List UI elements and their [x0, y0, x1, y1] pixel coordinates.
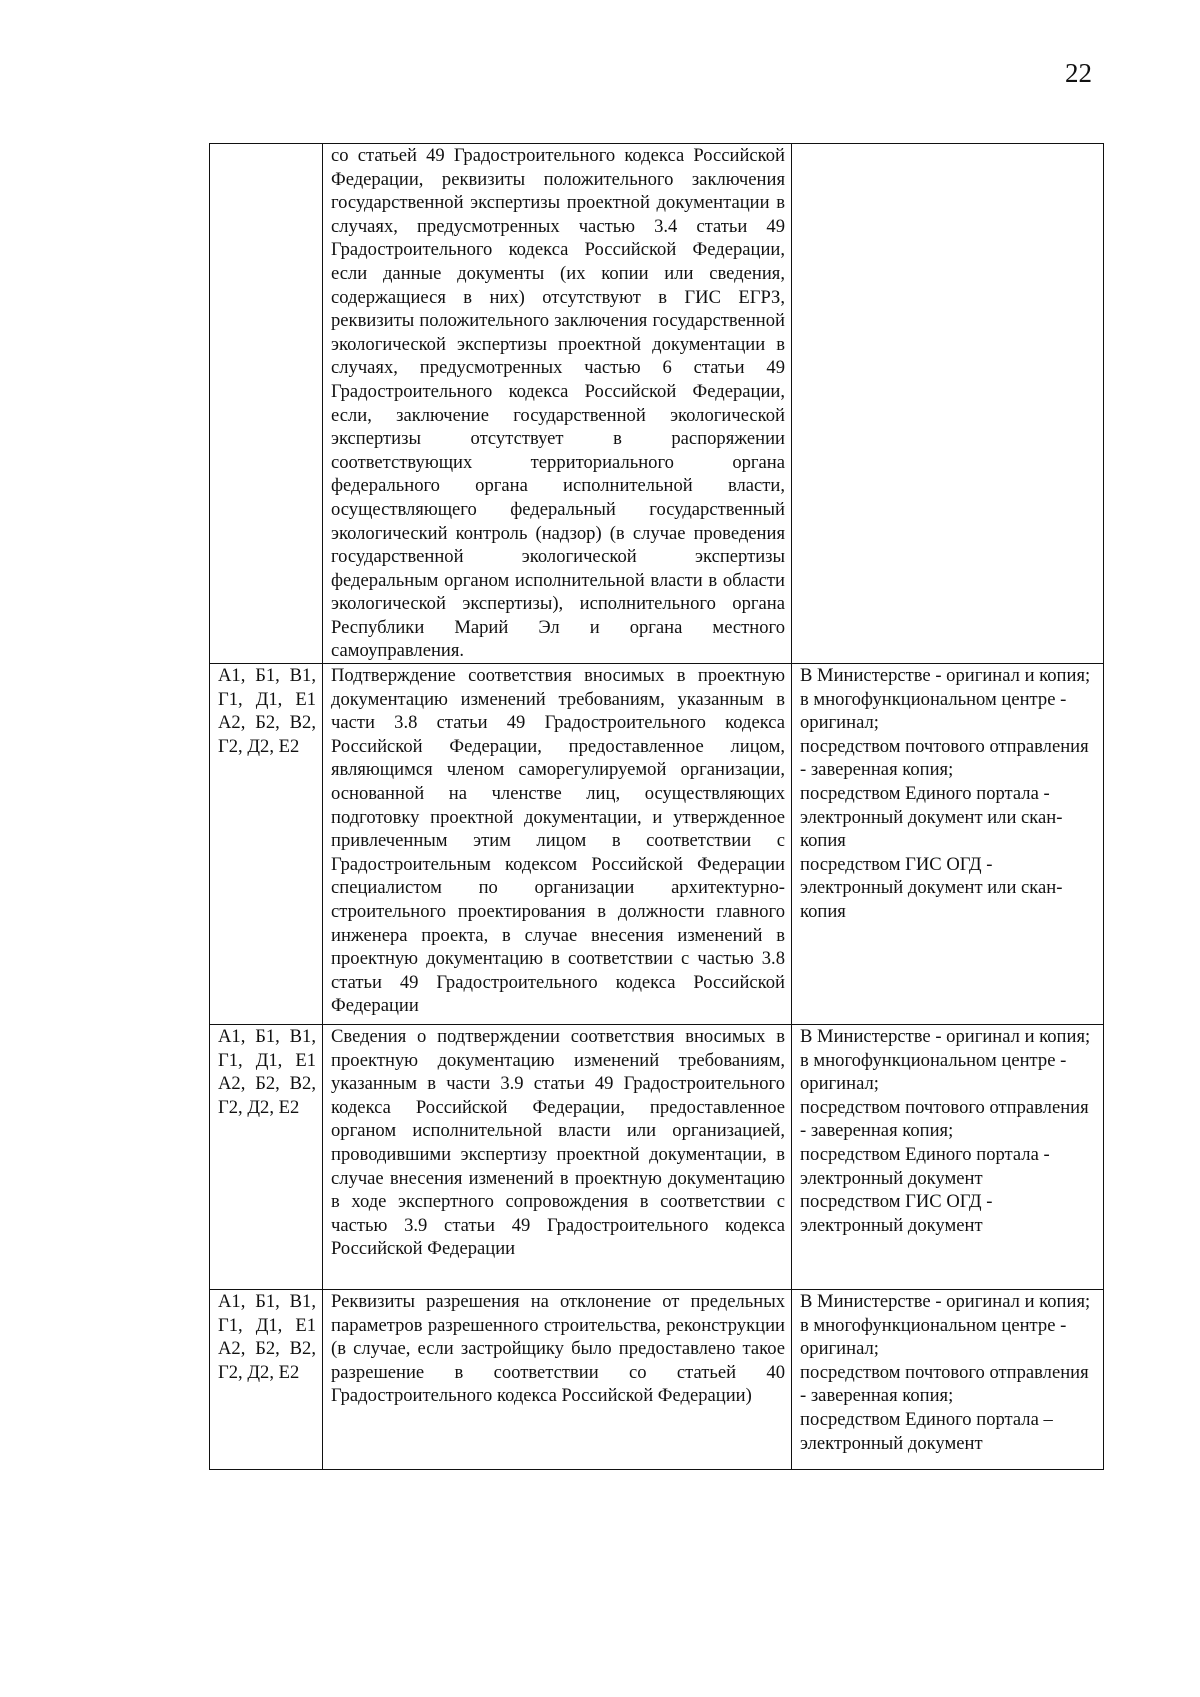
submission-line: посредством почтового отправления - заверенная копия; — [800, 1361, 1089, 1407]
submission-line: в многофункциональном центре - оригинал; — [800, 1314, 1067, 1360]
submission-line: В Министерстве - оригинал и копия; — [800, 665, 1091, 687]
page-number: 22 — [1065, 58, 1092, 88]
submission-line: посредством почтового отправления - заверенная копия; — [800, 735, 1089, 781]
document-requirement-cell: Сведения о подтверждении соответствия вносимых в проектную документацию изменений требованиям, указанным в части 3.9 статьи 49 Градостроительного кодекса Российской Федерации, предоставленное органом исполнительной власти или организацией, проводившими экспертизу проектной документации, в случае внесения изменений в проектную документацию в ходе экспертного сопровождения в соответствии с частью 3.9 статьи 49 Градостроительного кодекса Российской Федерации — [323, 1025, 792, 1290]
documents-table — [209, 143, 1104, 1470]
submission-method-cell — [792, 1025, 1104, 1290]
table-row — [210, 1025, 1104, 1290]
applicant-codes-cell: А1, Б1, В1, Г1, Д1, Е1 А2, Б2, В2, Г2, Д2, Е2 — [210, 1025, 323, 1290]
submission-line: посредством почтового отправления - заверенная копия; — [800, 1096, 1089, 1142]
document-requirement-cell: Реквизиты разрешения на отклонение от предельных параметров разрешенного строительства, реконструкции (в случае, если застройщику было предоставлено такое разрешение в соответствии со статьей 40 Градостроительного кодекса Российской Федерации) — [323, 1290, 792, 1470]
applicant-codes-cell — [210, 144, 323, 664]
submission-line: в многофункциональном центре - оригинал; — [800, 688, 1067, 734]
document-requirement-cell: со статьей 49 Градостроительного кодекса Российской Федерации, реквизиты положительного заключения государственной экспертизы проектной документации в случаях, предусмотренных частью 3.4 статьи 49 Градостроительного кодекса Российской Федерации, если данные документы (их копии или сведения, содержащиеся в них) отсутствуют в ГИС ЕГРЗ, реквизиты положительного заключения государственной экологической экспертизы проектной документации в случаях, предусмотренных частью 6 статьи 49 Градостроительного кодекса Российской Федерации, если, заключение государственной экологической экспертизы отсутствует в распоряжении соответствующих территориального органа федерального органа исполнительной власти, осуществляющего федеральный государственный экологический контроль (надзор) (в случае проведения государственной экологической экспертизы федеральным органом исполнительной власти в области экологической экспертизы), исполнительного органа Республики Марий Эл и органа местного самоуправления. — [323, 144, 792, 664]
document-requirement-cell: Подтверждение соответствия вносимых в проектную документацию изменений требованиям, указанным в части 3.8 статьи 49 Градостроительного кодекса Российской Федерации, предоставленное лицом, являющимся членом саморегулируемой организации, основанной на членстве лиц, осуществляющих подготовку проектной документации, и утвержденное привлеченным этим лицом в соответствии с Градостроительным кодексом Российской Федерации специалистом по организации архитектурно-строительного проектирования в должности главного инженера проекта, в случае внесения изменений в проектную документацию в соответствии с частью 3.8 статьи 49 Градостроительного кодекса Российской Федерации — [323, 664, 792, 1025]
submission-line: посредством Единого портала - электронный документ или скан-копия — [800, 783, 1063, 852]
table-row — [210, 1290, 1104, 1470]
submission-method-cell — [792, 144, 1104, 664]
submission-line: В Министерстве - оригинал и копия; — [800, 1026, 1091, 1048]
submission-line: посредством ГИС ОГД - электронный документ — [800, 1191, 993, 1236]
submission-line: посредством Единого портала - электронный документ — [800, 1144, 1050, 1189]
table-row — [210, 144, 1104, 664]
submission-line: посредством ГИС ОГД - электронный документ или скан-копия — [800, 853, 1063, 922]
submission-line: В Министерстве - оригинал и копия; — [800, 1291, 1091, 1313]
submission-line: посредством Единого портала – электронный документ — [800, 1409, 1053, 1454]
submission-method-cell — [792, 1290, 1104, 1470]
submission-line: в многофункциональном центре - оригинал; — [800, 1049, 1067, 1095]
applicant-codes-cell: А1, Б1, В1, Г1, Д1, Е1 А2, Б2, В2, Г2, Д2, Е2 — [210, 664, 323, 1025]
applicant-codes-cell: А1, Б1, В1, Г1, Д1, Е1 А2, Б2, В2, Г2, Д2, Е2 — [210, 1290, 323, 1470]
table-row — [210, 664, 1104, 1025]
submission-method-cell — [792, 664, 1104, 1025]
